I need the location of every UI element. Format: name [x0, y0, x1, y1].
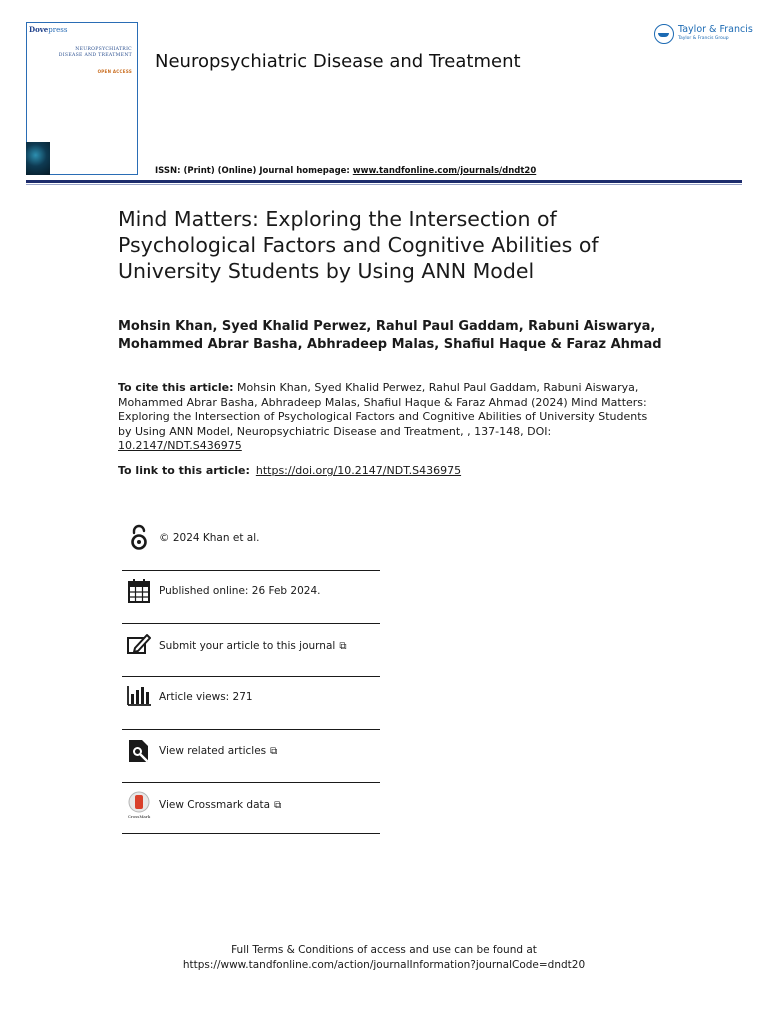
- info-item-submit[interactable]: [122, 632, 380, 672]
- info-divider: [122, 570, 380, 571]
- submit-article-link[interactable]: Submit your article to this journal ⧉: [159, 640, 347, 652]
- open-access-icon: [126, 524, 152, 552]
- citation-text: Mohsin Khan, Syed Khalid Perwez, Rahul Paul Gaddam, Rabuni Aiswarya, Mohammed Abrar Basha, Abhradeep Malas, Shafiul Haque & Faraz Ahmad (2024) Mind Matters: Exploring the Intersection of Psychological Factors and Cognitive Abilities of University Students by Using ANN Model, Neuropsychiatric Disease and Treatment, , 137-148, DOI:: [118, 381, 648, 438]
- crossmark-link[interactable]: View Crossmark data ⧉: [159, 799, 282, 811]
- issn-label: ISSN: (Print) (Online) Journal homepage:: [155, 166, 353, 176]
- journal-cover-thumbnail: [26, 22, 138, 175]
- cover-journal-name: NEUROPSYCHIATRIC DISEASE AND TREATMENT: [58, 47, 132, 59]
- cover-brand: Dovepress: [29, 25, 68, 34]
- citation-doi-link[interactable]: 10.2147/NDT.S436975: [118, 439, 242, 452]
- info-divider: [122, 729, 380, 730]
- article-doi-link[interactable]: https://doi.org/10.2147/NDT.S436975: [255, 464, 462, 477]
- article-views-text: Article views: 271: [159, 691, 253, 703]
- info-item-copyright: [122, 524, 380, 564]
- terms-url[interactable]: https://www.tandfonline.com/action/journalInformation?journalCode=dndt20: [182, 959, 586, 971]
- header-divider: [26, 180, 742, 183]
- journal-title: Neuropsychiatric Disease and Treatment: [155, 51, 521, 72]
- info-item-views: [122, 683, 380, 723]
- citation-block: [118, 381, 663, 454]
- publisher-emblem-icon: [654, 24, 674, 44]
- related-articles-link[interactable]: View related articles ⧉: [159, 745, 278, 757]
- publisher-name: Taylor & Francis: [678, 24, 753, 35]
- edit-icon: [126, 632, 152, 660]
- external-link-icon: ⧉: [274, 800, 282, 811]
- external-link-icon: ⧉: [339, 641, 347, 652]
- journal-homepage-link[interactable]: www.tandfonline.com/journals/dndt20: [352, 166, 537, 176]
- header-divider-thin: [26, 184, 742, 185]
- info-divider: [122, 623, 380, 624]
- bar-chart-icon: [126, 683, 152, 711]
- info-item-crossmark[interactable]: [122, 791, 380, 831]
- info-divider: [122, 782, 380, 783]
- cover-artwork: [26, 142, 50, 175]
- calendar-icon: [126, 577, 152, 605]
- external-link-icon: ⧉: [270, 746, 278, 757]
- citation-label: To cite this article:: [118, 381, 234, 394]
- search-document-icon: [126, 737, 152, 765]
- published-text: Published online: 26 Feb 2024.: [159, 585, 321, 597]
- crossmark-icon: [126, 791, 152, 819]
- crossmark-caption: CrossMark: [127, 814, 151, 819]
- terms-footer: [0, 943, 768, 973]
- copyright-text: © 2024 Khan et al.: [159, 532, 260, 544]
- terms-text: Full Terms & Conditions of access and use can be found at: [231, 944, 537, 956]
- info-item-published: [122, 577, 380, 617]
- cover-open-access: OPEN ACCESS: [97, 69, 132, 74]
- publisher-logo[interactable]: [654, 22, 753, 48]
- article-authors: Mohsin Khan, Syed Khalid Perwez, Rahul Paul Gaddam, Rabuni Aiswarya, Mohammed Abrar Basha, Abhradeep Malas, Shafiul Haque & Faraz Ahmad: [118, 319, 662, 352]
- article-link-label: To link to this article:: [118, 464, 250, 477]
- info-divider: [122, 833, 380, 834]
- article-title: Mind Matters: Exploring the Intersection of Psychological Factors and Cognitive Abilities of University Students by Using ANN Model: [118, 207, 599, 283]
- info-divider: [122, 676, 380, 677]
- info-item-related[interactable]: [122, 737, 380, 777]
- issn-line: [155, 166, 536, 176]
- publisher-group: Taylor & Francis Group: [678, 36, 729, 41]
- article-link-line: [118, 464, 461, 477]
